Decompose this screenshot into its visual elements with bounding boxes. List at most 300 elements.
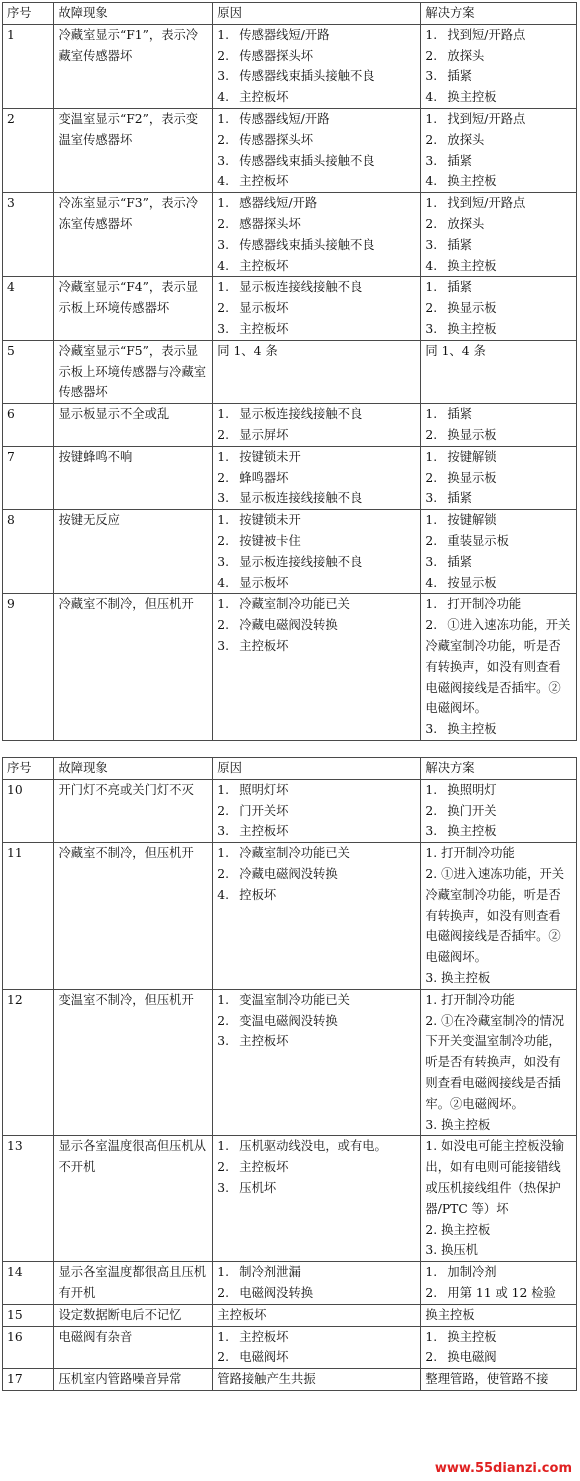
item-number: 2. <box>425 1350 438 1365</box>
header-symptom: 故障现象 <box>54 758 213 780</box>
item-number: 2. <box>425 216 438 231</box>
item-text: 找到短/开路点 <box>447 196 526 211</box>
item-text: 电磁阀没转换 <box>239 1285 314 1300</box>
item-number: 3. <box>217 321 229 336</box>
list-item <box>425 130 572 151</box>
item-text: 插紧 <box>447 407 473 422</box>
list-item <box>425 843 572 864</box>
table-row <box>3 24 577 108</box>
item-text: 如没电可能主控板没输出，如有电则可能接错线或压机接线组件（热保护器/PTC 等）坏 <box>425 1139 565 1216</box>
fault-solution <box>421 277 577 340</box>
item-number: 1. <box>217 27 229 42</box>
list-item <box>425 109 572 130</box>
item-text: 按显示板 <box>447 575 497 590</box>
item-number: 1. <box>425 1329 438 1344</box>
item-number: 2. <box>425 470 438 485</box>
item-number: 1. <box>217 196 229 211</box>
row-number: 7 <box>3 446 54 509</box>
item-text: 蜂鸣器坏 <box>239 470 289 485</box>
item-text: 显示板坏 <box>239 575 289 590</box>
item-text: 传感器线短/开路 <box>239 27 330 42</box>
table-row <box>3 1369 577 1391</box>
item-number: 4. <box>217 174 229 189</box>
item-number: 1. <box>217 1139 229 1154</box>
list-item <box>217 235 416 256</box>
list-item <box>217 821 416 842</box>
item-text: 插紧 <box>447 153 473 168</box>
row-number: 3 <box>3 193 54 277</box>
item-number: 4. <box>217 887 229 902</box>
item-number: 1. <box>425 846 438 861</box>
item-number: 1. <box>425 992 438 1007</box>
row-number: 6 <box>3 404 54 447</box>
item-text: 冷藏电磁阀没转换 <box>239 866 338 881</box>
list-item <box>217 780 416 801</box>
list-item <box>425 151 572 172</box>
item-number: 3. <box>425 824 438 839</box>
list-item <box>217 864 416 885</box>
table-row <box>3 193 577 277</box>
list-item <box>425 780 572 801</box>
item-number: 3. <box>425 321 438 336</box>
fault-solution <box>421 779 577 842</box>
fault-symptom: 按键无反应 <box>54 510 213 594</box>
row-number: 1 <box>3 24 54 108</box>
fault-symptom: 冷藏室不制冷，但压机开 <box>54 594 213 741</box>
item-text: 换主控板 <box>447 1329 497 1344</box>
fault-table-part-1 <box>2 2 577 741</box>
list-item <box>217 298 416 319</box>
item-number: 3. <box>217 1180 229 1195</box>
item-text: 传感器探头坏 <box>239 48 314 63</box>
list-item <box>217 1283 416 1304</box>
table-row <box>3 340 577 403</box>
fault-symptom: 压机室内管路噪音异常 <box>54 1369 213 1391</box>
item-number: 1. <box>425 196 438 211</box>
list-item <box>425 425 572 446</box>
fault-symptom: 冷藏室显示“F1”，表示冷藏室传感器坏 <box>54 24 213 108</box>
item-text: 换压机 <box>441 1243 478 1258</box>
row-number: 2 <box>3 108 54 192</box>
fault-symptom: 冷冻室显示“F3”，表示冷冻室传感器坏 <box>54 193 213 277</box>
item-text: 插紧 <box>447 280 473 295</box>
item-number: 1. <box>425 513 438 528</box>
fault-symptom: 冷藏室显示“F4”，表示显示板上环境传感器坏 <box>54 277 213 340</box>
list-item <box>217 468 416 489</box>
fault-symptom: 冷藏室显示“F5”，表示显示板上环境传感器与冷藏室传感器坏 <box>54 340 213 403</box>
fault-symptom: 开门灯不亮或关门灯不灭 <box>54 779 213 842</box>
fault-solution <box>421 193 577 277</box>
row-number: 17 <box>3 1369 54 1391</box>
table-row <box>3 594 577 741</box>
item-text: 主控板坏 <box>239 1160 289 1175</box>
item-text: 主控板坏 <box>239 174 289 189</box>
item-text: 主控板坏 <box>239 321 289 336</box>
list-item <box>217 594 416 615</box>
item-number: 1. <box>217 992 229 1007</box>
item-number: 1. <box>217 597 229 612</box>
list-item <box>217 636 416 657</box>
item-number: 2. <box>217 48 229 63</box>
fault-table-2-body <box>3 758 577 1391</box>
list-item <box>425 298 572 319</box>
item-text: 放探头 <box>447 216 485 231</box>
item-text: 换主控板 <box>447 174 497 189</box>
item-text: 传感器线束插头接触不良 <box>239 69 375 84</box>
item-text: 传感器线短/开路 <box>239 111 330 126</box>
item-text: 显示板连接线接触不良 <box>239 491 363 506</box>
item-number: 2. <box>425 301 438 316</box>
table-row <box>3 1326 577 1369</box>
fault-solution <box>421 1136 577 1262</box>
item-text: 换显示板 <box>447 301 497 316</box>
item-number: 1. <box>217 1329 229 1344</box>
table-row <box>3 1304 577 1326</box>
item-text: 插紧 <box>447 491 473 506</box>
item-text: 主控板坏 <box>239 258 289 273</box>
item-number: 2. <box>217 1160 229 1175</box>
list-item <box>217 1327 416 1348</box>
item-text: 按键锁未开 <box>239 513 301 528</box>
item-text: 感器线短/开路 <box>239 196 318 211</box>
item-text: 插紧 <box>447 237 473 252</box>
item-number: 3. <box>217 824 229 839</box>
item-number: 2. <box>425 1013 438 1028</box>
list-item <box>217 1031 416 1052</box>
header-no: 序号 <box>3 3 54 25</box>
list-item <box>425 319 572 340</box>
fault-solution <box>421 1262 577 1305</box>
list-item <box>425 573 572 594</box>
item-text: 插紧 <box>447 69 473 84</box>
header-cause: 原因 <box>213 3 421 25</box>
fault-cause <box>213 843 421 990</box>
item-text: 换主控板 <box>447 722 497 737</box>
list-item <box>425 531 572 552</box>
fault-symptom: 显示各室温度都很高且压机有开机 <box>54 1262 213 1305</box>
row-number: 5 <box>3 340 54 403</box>
item-number: 4. <box>425 90 438 105</box>
fault-cause <box>213 404 421 447</box>
fault-symptom: 变温室显示“F2”，表示变温室传感器坏 <box>54 108 213 192</box>
item-text: 打开制冷功能 <box>447 597 522 612</box>
item-text: 按键解锁 <box>447 513 497 528</box>
fault-solution <box>421 1326 577 1369</box>
list-item <box>217 990 416 1011</box>
fault-solution <box>421 510 577 594</box>
list-item <box>425 46 572 67</box>
item-number: 2. <box>425 427 438 442</box>
table-row <box>3 1136 577 1262</box>
list-item <box>425 1011 572 1115</box>
list-item <box>425 615 572 719</box>
table-header-row <box>3 3 577 25</box>
item-text: 换主控板 <box>447 321 497 336</box>
item-text: 找到短/开路点 <box>447 111 526 126</box>
fault-table-part-2 <box>2 757 577 1391</box>
item-text: 换主控板 <box>447 90 497 105</box>
table-row <box>3 446 577 509</box>
fault-solution <box>421 24 577 108</box>
item-text: 找到短/开路点 <box>447 27 526 42</box>
fault-cause: 主控板坏 <box>213 1304 421 1326</box>
item-text: 打开制冷功能 <box>441 992 515 1007</box>
item-number: 3. <box>425 1117 438 1132</box>
fault-cause <box>213 24 421 108</box>
list-item <box>217 130 416 151</box>
fault-cause <box>213 193 421 277</box>
fault-cause <box>213 989 421 1136</box>
list-item <box>425 801 572 822</box>
list-item <box>217 425 416 446</box>
list-item <box>425 66 572 87</box>
list-item <box>425 277 572 298</box>
table-row <box>3 108 577 192</box>
list-item <box>217 531 416 552</box>
list-item <box>425 552 572 573</box>
item-text: 主控板坏 <box>239 90 289 105</box>
fault-solution <box>421 594 577 741</box>
item-text: 打开制冷功能 <box>441 846 515 861</box>
fault-symptom: 冷藏室不制冷，但压机开 <box>54 843 213 990</box>
fault-solution <box>421 843 577 990</box>
list-item <box>217 214 416 235</box>
row-number: 16 <box>3 1326 54 1369</box>
item-number: 3. <box>425 554 438 569</box>
item-number: 4. <box>217 258 229 273</box>
item-text: 传感器线束插头接触不良 <box>239 153 375 168</box>
list-item <box>217 615 416 636</box>
item-text: 换主控板 <box>447 824 497 839</box>
row-number: 11 <box>3 843 54 990</box>
item-number: 1. <box>217 846 229 861</box>
item-text: ①进入速冻功能，开关冷藏室制冷功能，听是否有转换声，如没有则查看电磁阀接线是否插牢。②电磁阀坏。 <box>425 618 571 716</box>
item-number: 2. <box>425 618 438 633</box>
list-item <box>217 801 416 822</box>
item-number: 3. <box>217 153 229 168</box>
list-item <box>425 488 572 509</box>
item-text: ①在冷藏室制冷的情况下开关变温室制冷功能，听是否有转换声，如没有则查看电磁阀接线是否插牢。②电磁阀坏。 <box>425 1013 565 1111</box>
item-text: 显示屏坏 <box>239 427 289 442</box>
item-text: 加制冷剂 <box>447 1265 497 1280</box>
fault-solution <box>421 108 577 192</box>
item-number: 3. <box>217 638 229 653</box>
list-item <box>217 573 416 594</box>
fault-symptom: 显示板显示不全或乱 <box>54 404 213 447</box>
row-number: 14 <box>3 1262 54 1305</box>
list-item <box>217 1347 416 1368</box>
table-row <box>3 404 577 447</box>
item-text: 插紧 <box>447 554 473 569</box>
row-number: 9 <box>3 594 54 741</box>
item-number: 1. <box>217 1265 229 1280</box>
header-symptom: 故障现象 <box>54 3 213 25</box>
row-number: 13 <box>3 1136 54 1262</box>
list-item <box>425 171 572 192</box>
list-item <box>217 193 416 214</box>
fault-symptom: 电磁阀有杂音 <box>54 1326 213 1369</box>
list-item <box>217 447 416 468</box>
fault-symptom: 设定数据断电后不记忆 <box>54 1304 213 1326</box>
fault-cause <box>213 1326 421 1369</box>
list-item <box>217 109 416 130</box>
item-number: 3. <box>217 491 229 506</box>
item-number: 2. <box>425 803 438 818</box>
fault-symptom: 变温室不制冷，但压机开 <box>54 989 213 1136</box>
item-text: 显示板连接线接触不良 <box>239 280 363 295</box>
item-number: 2. <box>217 470 229 485</box>
table-row <box>3 779 577 842</box>
item-number: 4. <box>217 90 229 105</box>
item-number: 1. <box>425 449 438 464</box>
fault-cause <box>213 510 421 594</box>
list-item <box>217 256 416 277</box>
item-number: 2. <box>425 533 438 548</box>
list-item <box>217 66 416 87</box>
fault-cause <box>213 1262 421 1305</box>
row-number: 12 <box>3 989 54 1136</box>
item-number: 3. <box>425 491 438 506</box>
item-text: 感器探头坏 <box>239 216 301 231</box>
list-item <box>425 990 572 1011</box>
item-number: 2. <box>217 533 229 548</box>
item-text: 传感器线束插头接触不良 <box>239 237 375 252</box>
list-item <box>425 719 572 740</box>
item-number: 1. <box>425 1265 438 1280</box>
list-item <box>425 1283 572 1304</box>
item-text: 重装显示板 <box>447 533 509 548</box>
item-number: 2. <box>425 1285 438 1300</box>
fault-cause <box>213 277 421 340</box>
item-text: 按键锁未开 <box>239 449 301 464</box>
fault-solution <box>421 446 577 509</box>
item-text: 换显示板 <box>447 427 497 442</box>
list-item <box>425 1347 572 1368</box>
item-number: 1. <box>425 782 438 797</box>
fault-cause <box>213 779 421 842</box>
item-text: ①进入速冻功能，开关冷藏室制冷功能，听是否有转换声，如没有则查看电磁阀接线是否插牢。②电磁阀坏。 <box>425 866 565 965</box>
item-number: 2. <box>425 48 438 63</box>
item-number: 1. <box>217 782 229 797</box>
item-number: 1. <box>217 111 229 126</box>
row-number: 4 <box>3 277 54 340</box>
item-number: 2. <box>217 1013 229 1028</box>
list-item <box>425 193 572 214</box>
item-number: 2. <box>217 132 229 147</box>
item-text: 换主控板 <box>447 258 497 273</box>
fault-cause: 管路接触产生共振 <box>213 1369 421 1391</box>
list-item <box>425 1240 572 1261</box>
item-text: 按键解锁 <box>447 449 497 464</box>
item-text: 冷藏室制冷功能已关 <box>239 597 350 612</box>
list-item <box>217 1011 416 1032</box>
fault-cause <box>213 594 421 741</box>
list-item <box>217 151 416 172</box>
fault-solution <box>421 989 577 1136</box>
item-number: 3. <box>217 554 229 569</box>
item-text: 显示板连接线接触不良 <box>239 554 363 569</box>
list-item <box>425 968 572 989</box>
table-row <box>3 277 577 340</box>
fault-solution: 同 1、4 条 <box>421 340 577 403</box>
item-text: 变温室制冷功能已关 <box>239 992 350 1007</box>
item-text: 压机坏 <box>239 1180 277 1195</box>
item-text: 主控板坏 <box>239 638 289 653</box>
fault-cause: 同 1、4 条 <box>213 340 421 403</box>
list-item <box>217 87 416 108</box>
list-item <box>425 821 572 842</box>
item-text: 换门开关 <box>447 803 497 818</box>
item-text: 换电磁阀 <box>447 1350 497 1365</box>
item-text: 显示板连接线接触不良 <box>239 407 363 422</box>
item-text: 变温电磁阀没转换 <box>239 1013 338 1028</box>
item-text: 放探头 <box>447 48 485 63</box>
item-number: 2. <box>425 132 438 147</box>
list-item <box>217 843 416 864</box>
fault-table-1-body <box>3 3 577 741</box>
item-number: 4. <box>217 575 229 590</box>
list-item <box>217 277 416 298</box>
table-row <box>3 989 577 1136</box>
item-text: 换显示板 <box>447 470 497 485</box>
fault-symptom: 按键蜂鸣不响 <box>54 446 213 509</box>
item-text: 换主控板 <box>441 970 491 985</box>
item-number: 4. <box>425 174 438 189</box>
fault-symptom: 显示各室温度很高但压机从不开机 <box>54 1136 213 1262</box>
item-number: 2. <box>217 866 229 881</box>
item-text: 显示板坏 <box>239 301 289 316</box>
list-item <box>425 1327 572 1348</box>
item-text: 冷藏电磁阀没转换 <box>239 618 338 633</box>
item-text: 主控板坏 <box>239 824 289 839</box>
list-item <box>217 488 416 509</box>
row-number: 8 <box>3 510 54 594</box>
list-item <box>425 235 572 256</box>
item-number: 3. <box>425 69 438 84</box>
list-item <box>217 1262 416 1283</box>
item-number: 2. <box>217 301 229 316</box>
item-number: 1. <box>217 407 229 422</box>
item-number: 2. <box>217 803 229 818</box>
fault-solution: 整理管路，使管路不接 <box>421 1369 577 1391</box>
list-item <box>425 25 572 46</box>
fault-solution <box>421 404 577 447</box>
list-item <box>217 404 416 425</box>
header-solution: 解决方案 <box>421 758 577 780</box>
item-text: 换照明灯 <box>447 782 497 797</box>
item-number: 1. <box>425 27 438 42</box>
item-number: 1. <box>425 407 438 422</box>
item-text: 控板坏 <box>239 887 277 902</box>
list-item <box>217 319 416 340</box>
item-text: 电磁阀坏 <box>239 1350 289 1365</box>
item-number: 3. <box>425 237 438 252</box>
list-item <box>425 864 572 968</box>
fault-cause <box>213 108 421 192</box>
item-number: 1. <box>425 1139 438 1154</box>
header-cause: 原因 <box>213 758 421 780</box>
item-number: 2. <box>217 427 229 442</box>
item-text: 传感器探头坏 <box>239 132 314 147</box>
header-no: 序号 <box>3 758 54 780</box>
item-number: 4. <box>425 575 438 590</box>
item-text: 冷藏室制冷功能已关 <box>239 846 350 861</box>
item-number: 1. <box>425 280 438 295</box>
list-item <box>425 256 572 277</box>
item-text: 用第 11 或 12 检验 <box>447 1285 556 1300</box>
header-solution: 解决方案 <box>421 3 577 25</box>
list-item <box>425 510 572 531</box>
